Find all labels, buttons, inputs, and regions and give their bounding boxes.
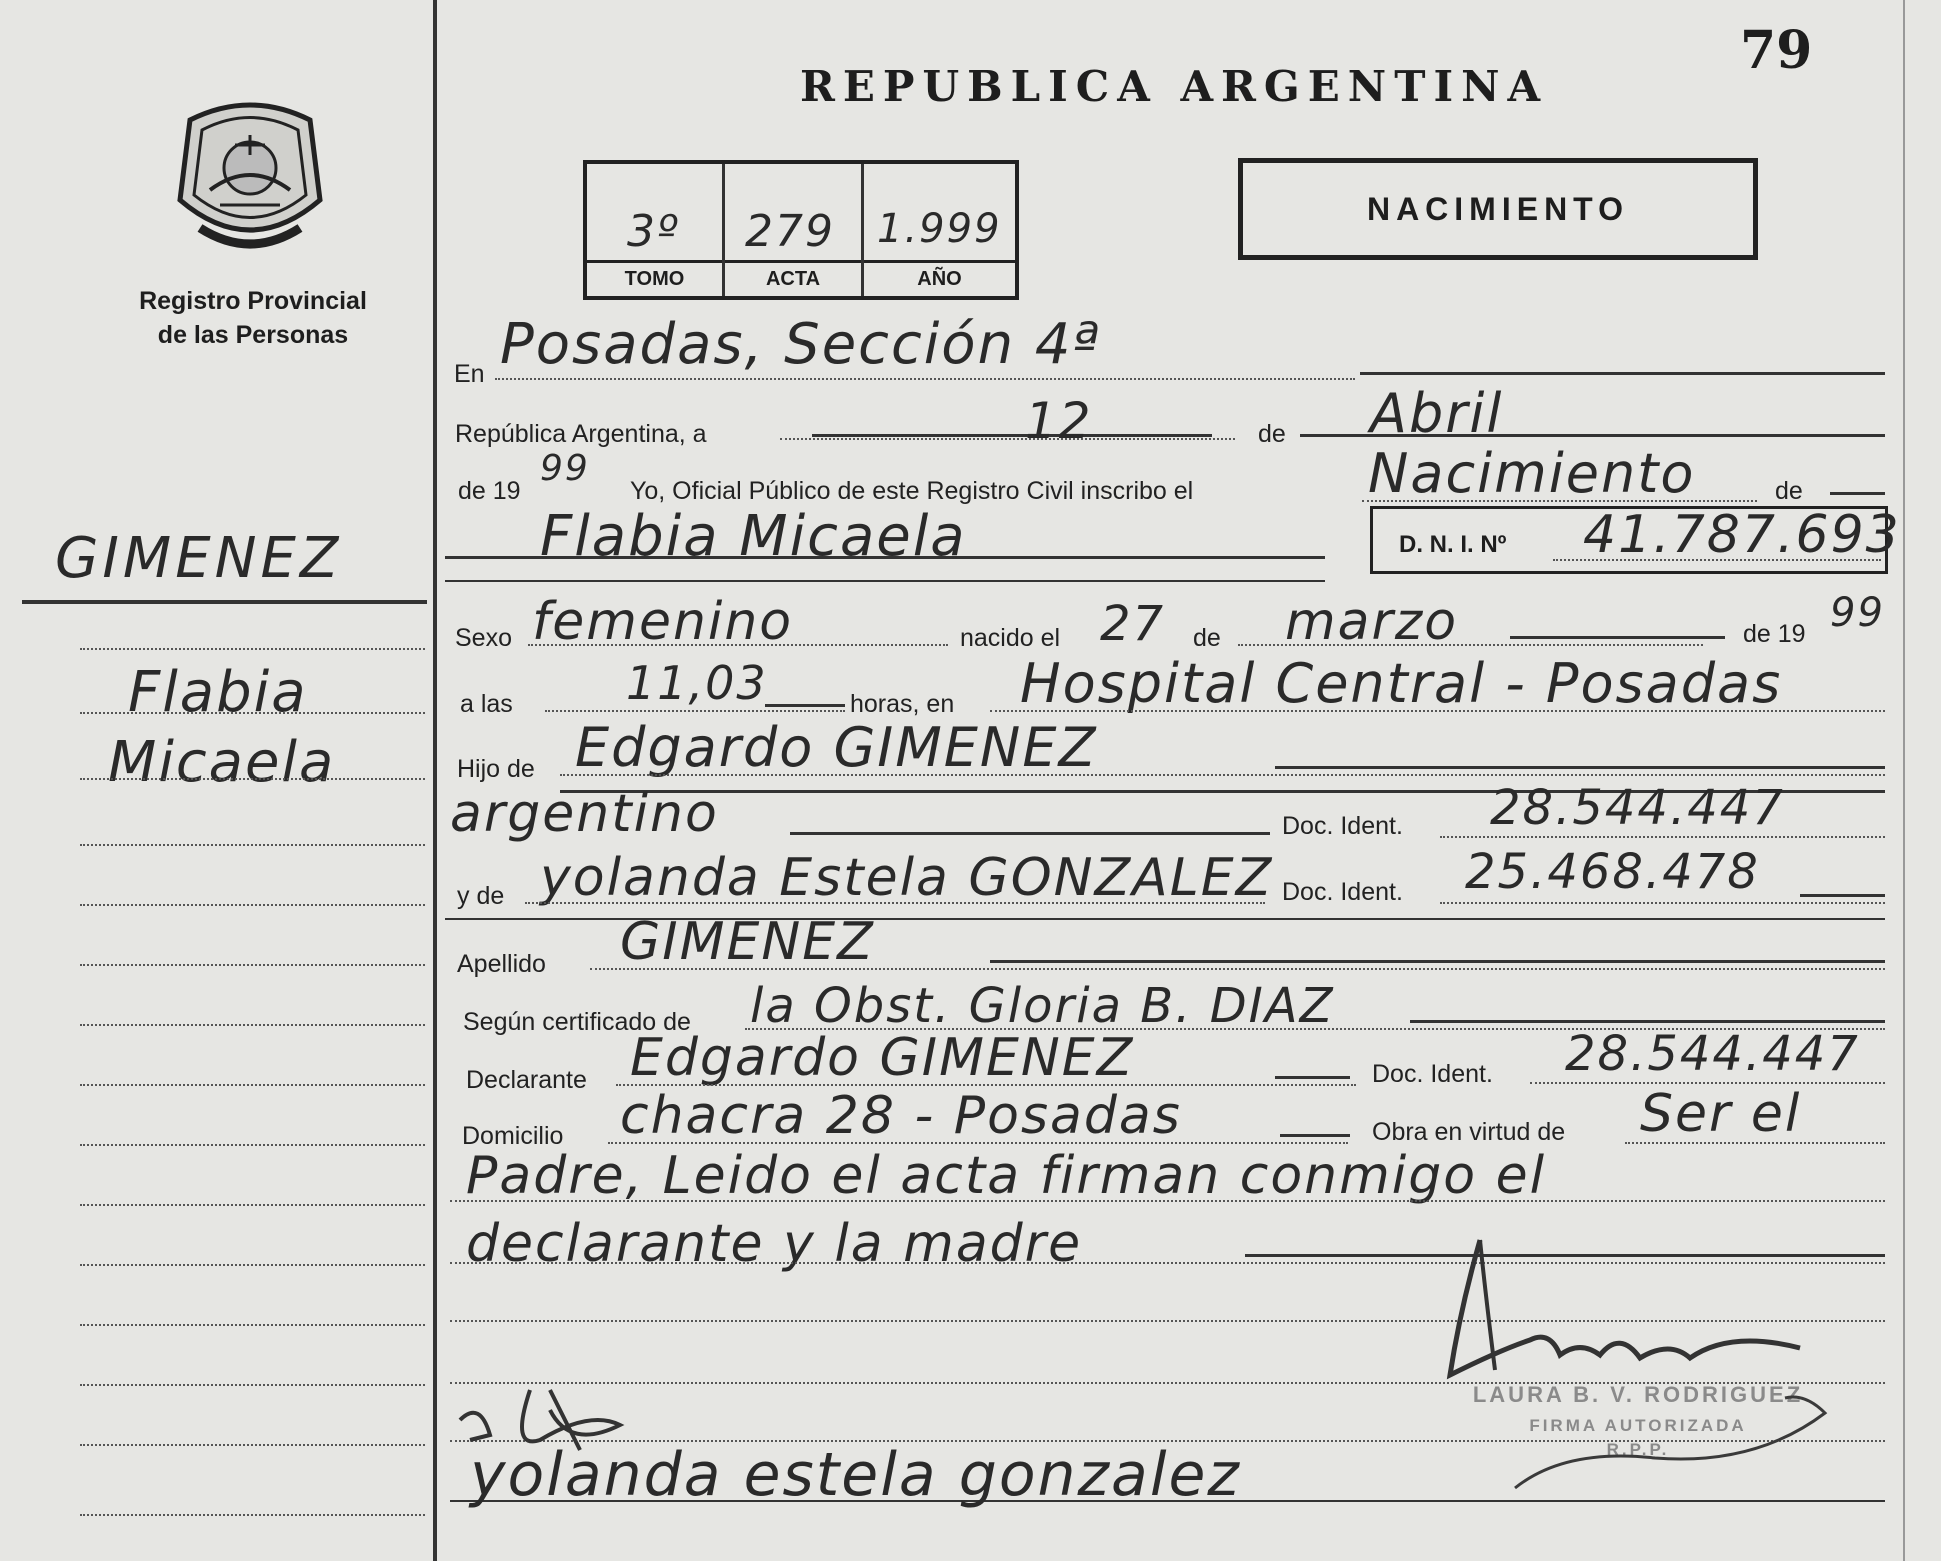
label-obra: Obra en virtud de bbox=[1372, 1118, 1566, 1146]
ano-value: 1.999 bbox=[877, 206, 1002, 252]
label-de: de bbox=[1258, 420, 1286, 448]
value-certificado: la Obst. Gloria B. DIAZ bbox=[750, 978, 1335, 1034]
value-doc-padre: 28.544.447 bbox=[1490, 780, 1785, 836]
value-doc-madre: 25.468.478 bbox=[1465, 844, 1760, 900]
acta-label: ACTA bbox=[765, 268, 821, 290]
record-number-box bbox=[583, 160, 1019, 300]
value-anio-sufijo: 99 bbox=[540, 448, 590, 489]
sidebar-given-2: Micaela bbox=[108, 730, 336, 795]
value-padre: Edgardo GIMENEZ bbox=[575, 716, 1098, 779]
value-texto-2: declarante y la madre bbox=[466, 1214, 1083, 1274]
label-hijo-de: Hijo de bbox=[457, 755, 535, 783]
country-heading: REPUBLICA ARGENTINA bbox=[800, 62, 1549, 111]
dni-box bbox=[1370, 505, 1901, 574]
value-lugar-nac: Hospital Central - Posadas bbox=[1020, 652, 1783, 715]
label-de-mid: de bbox=[1193, 624, 1221, 652]
mother-signature: yolanda estela gonzalez bbox=[470, 1440, 1241, 1510]
label-de19: de 19 bbox=[458, 477, 521, 505]
label-en: En bbox=[454, 360, 485, 388]
value-dni: 41.787.693 bbox=[1583, 505, 1901, 565]
ano-label: AÑO bbox=[917, 268, 962, 290]
value-declarante: Edgardo GIMENEZ bbox=[630, 1028, 1135, 1088]
label-doc-ident-1: Doc. Ident. bbox=[1282, 812, 1403, 840]
label-doc-ident-2: Doc. Ident. bbox=[1282, 878, 1403, 906]
officer-name: LAURA B. V. RODRIGUEZ bbox=[1472, 1382, 1804, 1407]
value-mes: Abril bbox=[1370, 382, 1504, 445]
registry-name bbox=[126, 284, 380, 352]
tomo-value: 3º bbox=[627, 206, 680, 257]
page-number: 79 bbox=[1740, 20, 1813, 81]
value-sexo: femenino bbox=[532, 592, 794, 652]
value-madre: yolanda Estela GONZALEZ bbox=[540, 848, 1274, 908]
label-republica: República Argentina, a bbox=[455, 420, 707, 448]
registry-line-1: Registro Provincial bbox=[139, 287, 367, 315]
officer-title: FIRMA AUTORIZADA bbox=[1529, 1416, 1747, 1435]
value-nombre: Flabia Micaela bbox=[540, 504, 967, 569]
label-domicilio: Domicilio bbox=[462, 1122, 564, 1150]
value-domicilio: chacra 28 - Posadas bbox=[620, 1086, 1182, 1146]
sidebar-given-1: Flabia bbox=[128, 660, 308, 725]
right-edge bbox=[1903, 0, 1905, 1561]
tomo-label: TOMO bbox=[624, 268, 685, 290]
doc-type-box bbox=[1238, 158, 1758, 260]
value-obra: Ser el bbox=[1640, 1084, 1802, 1144]
doc-type: NACIMIENTO bbox=[1366, 191, 1630, 227]
label-horas-en: horas, en bbox=[850, 690, 955, 718]
officer-org: R.P.P. bbox=[1606, 1440, 1670, 1459]
stamp-outline-icon bbox=[1505, 1388, 1835, 1503]
value-lugar: Posadas, Sección 4ª bbox=[500, 312, 1101, 377]
value-apellido: GIMENEZ bbox=[620, 912, 875, 972]
value-nacionalidad: argentino bbox=[450, 784, 719, 844]
label-yo-oficial: Yo, Oficial Público de este Registro Civil inscribo el bbox=[630, 477, 1194, 505]
label-nacido-el: nacido el bbox=[960, 624, 1061, 652]
label-sexo: Sexo bbox=[455, 624, 512, 652]
label-y-de: y de bbox=[457, 882, 505, 910]
label-de-end: de bbox=[1775, 477, 1803, 505]
column-divider bbox=[433, 0, 437, 1561]
misiones-seal-icon bbox=[170, 90, 330, 265]
value-dia: 12 bbox=[1025, 392, 1093, 450]
label-apellido: Apellido bbox=[457, 950, 546, 978]
value-dia-nac: 27 bbox=[1100, 596, 1166, 652]
value-texto-1: Padre, Leido el acta firman conmigo el bbox=[466, 1146, 1547, 1206]
sidebar-surname: GIMENEZ bbox=[55, 526, 343, 591]
label-declarante: Declarante bbox=[466, 1066, 587, 1094]
value-mes-nac: marzo bbox=[1285, 592, 1459, 652]
value-doc-declarante: 28.544.447 bbox=[1565, 1026, 1860, 1082]
value-acto: Nacimiento bbox=[1368, 442, 1696, 505]
acta-value: 279 bbox=[745, 206, 835, 257]
officer-signature-icon bbox=[1440, 1230, 1820, 1395]
label-a-las: a las bbox=[460, 690, 513, 718]
value-anio-nac: 99 bbox=[1830, 590, 1885, 636]
label-dni: D. N. I. Nº bbox=[1399, 531, 1507, 558]
label-segun: Según certificado de bbox=[463, 1008, 691, 1036]
value-hora: 11,03 bbox=[626, 656, 768, 710]
registry-line-2: de las Personas bbox=[157, 321, 349, 349]
label-doc-ident-3: Doc. Ident. bbox=[1372, 1060, 1493, 1088]
label-de19-end: de 19 bbox=[1743, 620, 1806, 648]
